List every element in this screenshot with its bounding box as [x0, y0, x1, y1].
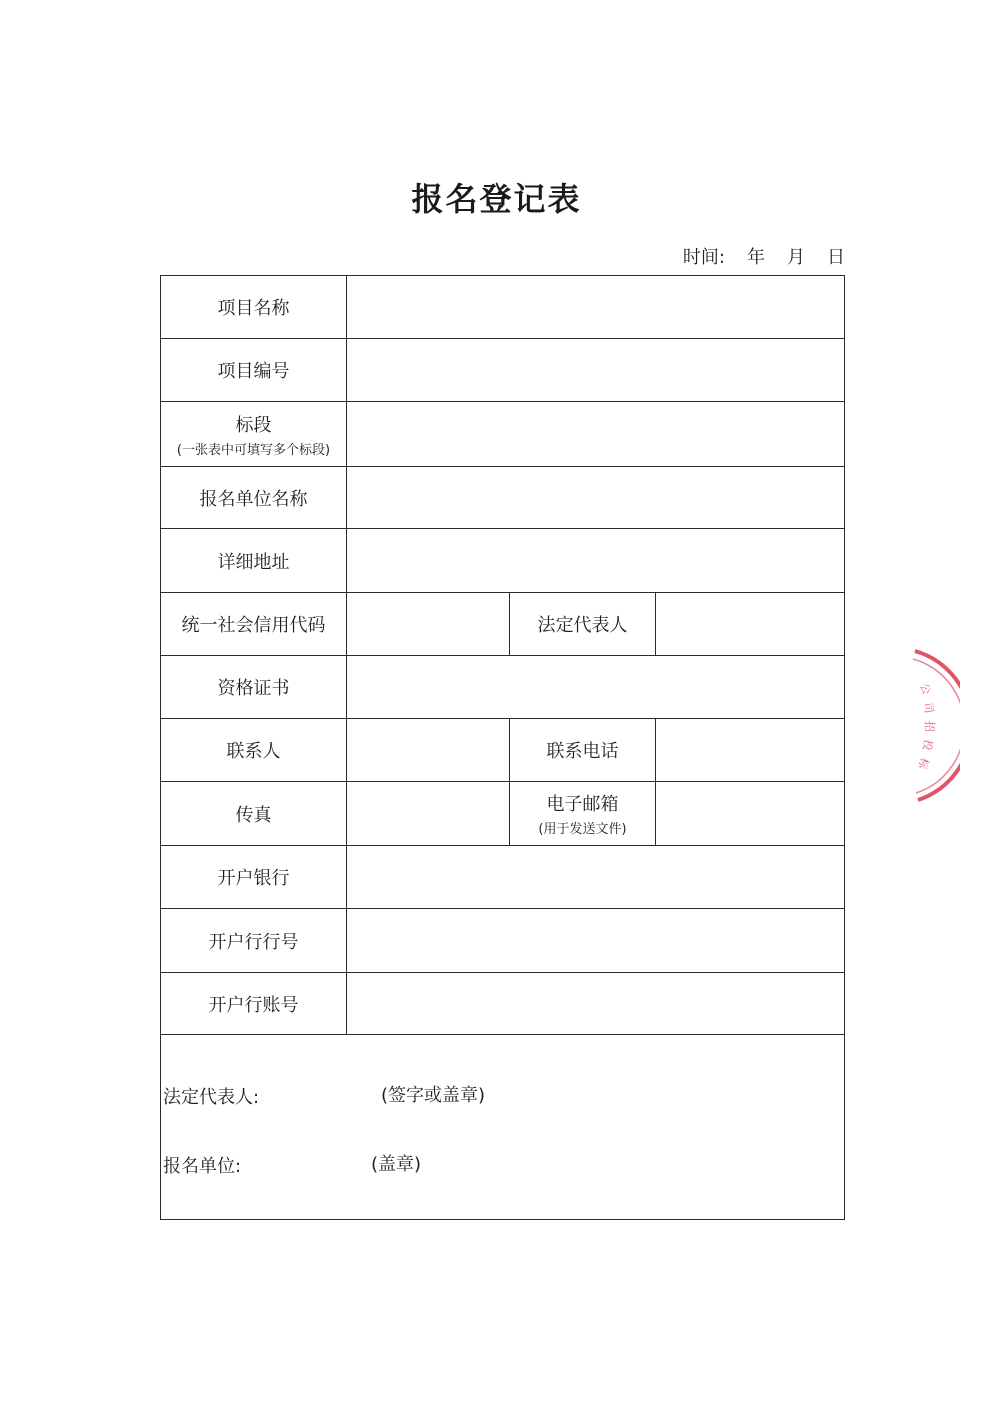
signature-legal-rep-note: (签字或盖章) [381, 1085, 486, 1106]
fax-field[interactable] [347, 782, 510, 846]
date-month: 月 [787, 247, 805, 268]
page-title: 报名登记表 [411, 180, 582, 218]
bank-field[interactable] [347, 846, 845, 909]
table-row [161, 973, 845, 1035]
svg-text:投: 投 [920, 738, 935, 752]
signature-company-note: (盖章) [371, 1154, 422, 1175]
section-field[interactable] [347, 402, 845, 467]
table-row [161, 656, 845, 719]
email-label-cell [510, 782, 656, 846]
qualification-label: 资格证书 [161, 656, 347, 719]
company-name-field[interactable] [347, 467, 845, 529]
svg-text:招: 招 [923, 721, 936, 732]
date-year: 年 [747, 247, 765, 268]
bank-code-field[interactable] [347, 909, 845, 973]
svg-text:标: 标 [915, 755, 932, 771]
svg-text:公: 公 [917, 681, 934, 697]
address-field[interactable] [347, 529, 845, 593]
contact-field[interactable] [347, 719, 510, 782]
project-name-field[interactable] [347, 276, 845, 339]
signature-cell[interactable] [161, 1035, 845, 1220]
bank-code-label: 开户行行号 [161, 909, 347, 973]
credit-code-label: 统一社会信用代码 [161, 593, 347, 656]
date-label: 时间: [682, 247, 725, 268]
date-day: 日 [827, 247, 845, 268]
signature-legal-rep-label: 法定代表人: [163, 1087, 260, 1108]
project-number-field[interactable] [347, 339, 845, 402]
company-name-label: 报名单位名称 [161, 467, 347, 529]
contact-label: 联系人 [161, 719, 347, 782]
qualification-field[interactable] [347, 656, 845, 719]
svg-text:司: 司 [921, 701, 936, 715]
legal-rep-field[interactable] [656, 593, 845, 656]
date-line [683, 243, 845, 269]
phone-label: 联系电话 [510, 719, 656, 782]
address-label: 详细地址 [161, 529, 347, 593]
registration-table [160, 275, 845, 1220]
signature-area [161, 1035, 844, 1219]
table-row [161, 276, 845, 339]
email-label: 电子邮箱 [546, 794, 619, 815]
table-row [161, 719, 845, 782]
section-note: (一张表中可填写多个标段) [176, 442, 331, 458]
table-row [161, 402, 845, 467]
fax-label: 传真 [161, 782, 347, 846]
signature-company-label: 报名单位: [163, 1156, 242, 1177]
table-row [161, 909, 845, 973]
table-row [161, 529, 845, 593]
table-row [161, 339, 845, 402]
email-note: (用于发送文件) [538, 822, 627, 837]
table-row [161, 467, 845, 529]
project-name-label: 项目名称 [161, 276, 347, 339]
project-number-label: 项目编号 [161, 339, 347, 402]
section-label: 标段 [235, 414, 272, 436]
section-label-cell [161, 402, 347, 467]
table-row [161, 593, 845, 656]
bank-account-field[interactable] [347, 973, 845, 1035]
bank-account-label: 开户行账号 [161, 973, 347, 1035]
phone-field[interactable] [656, 719, 845, 782]
credit-code-field[interactable] [347, 593, 510, 656]
email-field[interactable] [656, 782, 845, 846]
bank-label: 开户银行 [161, 846, 347, 909]
table-row [161, 782, 845, 846]
table-row [161, 1035, 845, 1220]
table-row [161, 846, 845, 909]
legal-rep-label: 法定代表人 [510, 593, 656, 656]
